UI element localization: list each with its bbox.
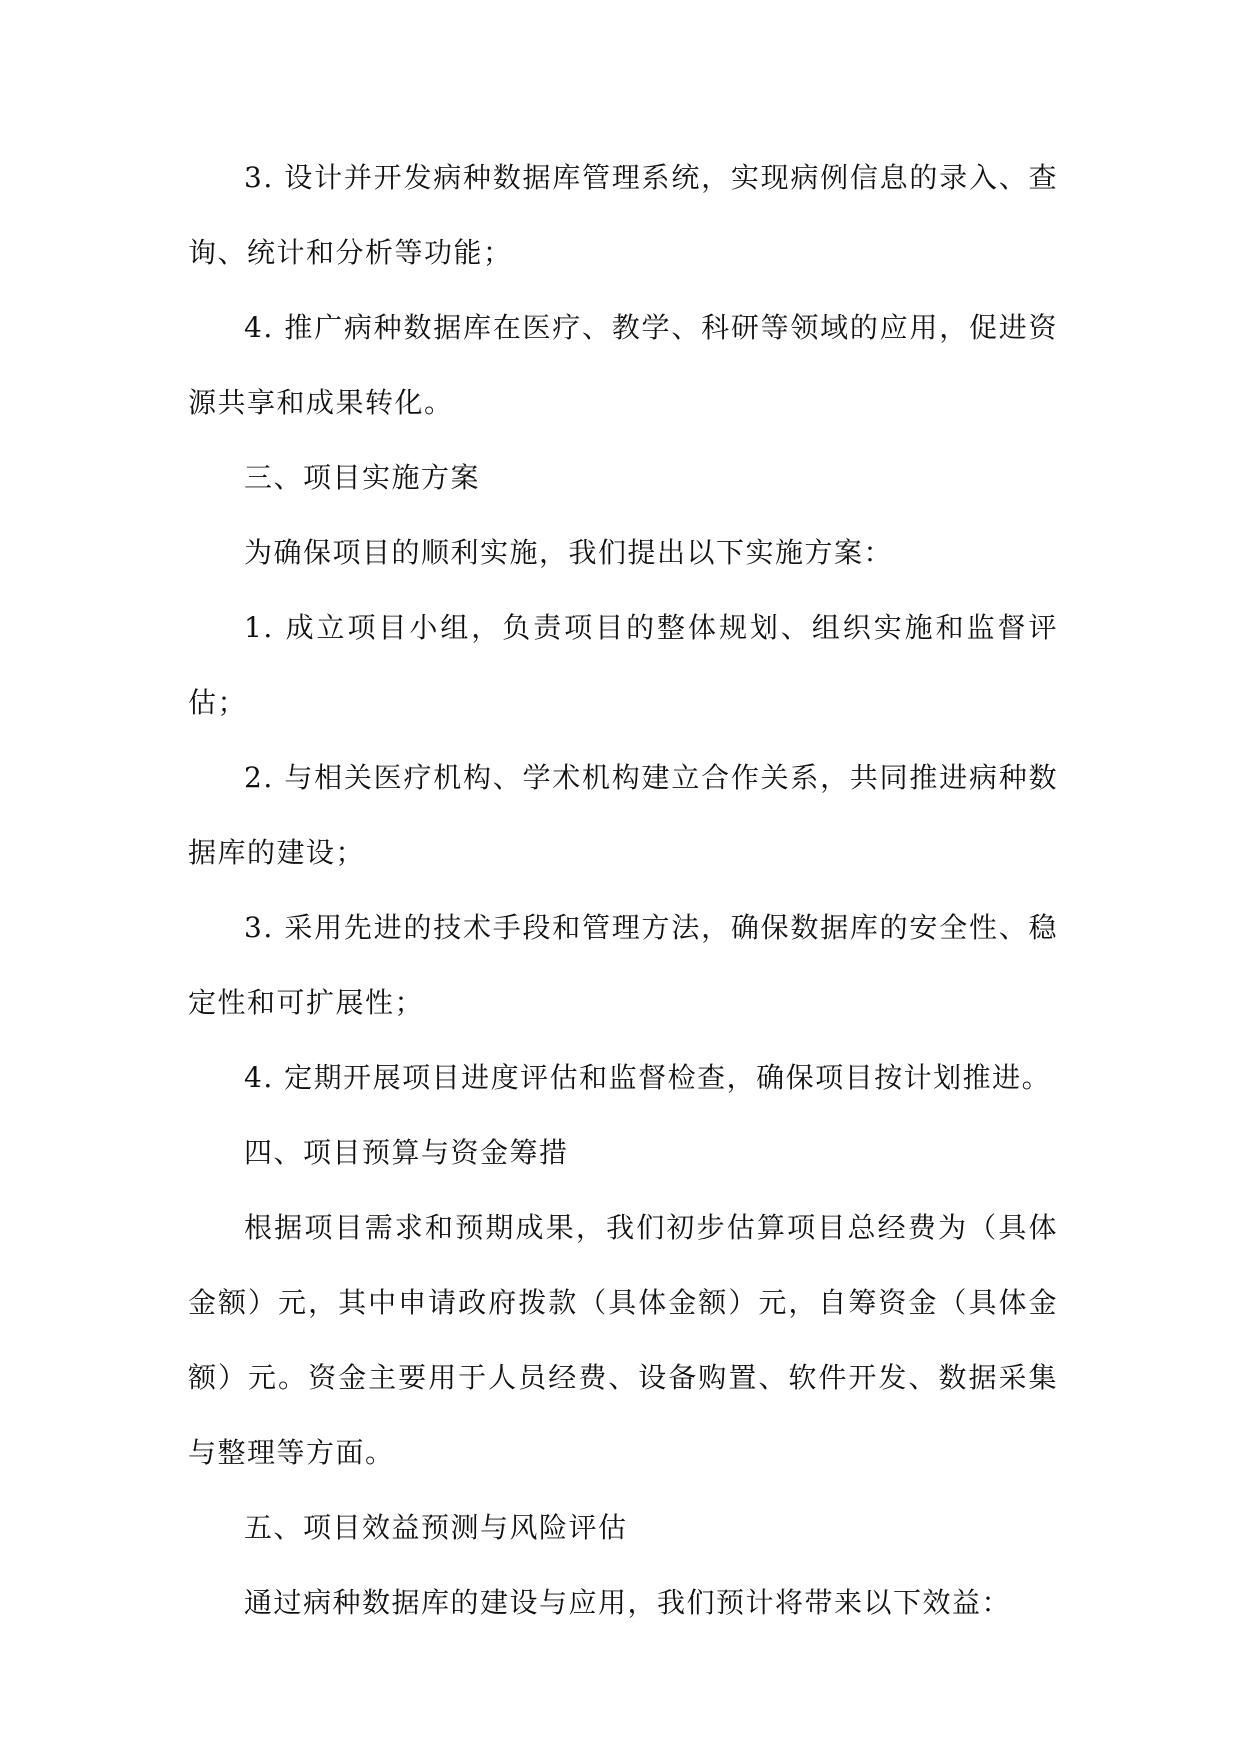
document-body bbox=[188, 140, 1058, 1640]
implementation-item-1: 1. 成立项目小组，负责项目的整体规划、组织实施和监督评估； bbox=[188, 611, 1058, 719]
implementation-item-2: 2. 与相关医疗机构、学术机构建立合作关系，共同推进病种数据库的建设； bbox=[188, 761, 1058, 869]
budget-paragraph: 根据项目需求和预期成果，我们初步估算项目总经费为（具体金额）元，其中申请政府拨款（具体金额）元，自筹资金（具体金额）元。资金主要用于人员经费、设备购置、软件开发、数据采集与整理等方面。 bbox=[188, 1211, 1058, 1469]
implementation-intro: 为确保项目的顺利实施，我们提出以下实施方案： bbox=[244, 536, 894, 569]
section-heading-budget: 四、项目预算与资金筹措 bbox=[244, 1136, 569, 1169]
implementation-item-4: 4. 定期开展项目进度评估和监督检查，确保项目按计划推进。 bbox=[244, 1061, 1052, 1094]
section-heading-benefits-risks: 五、项目效益预测与风险评估 bbox=[244, 1511, 628, 1544]
section-heading-implementation: 三、项目实施方案 bbox=[244, 461, 481, 494]
benefits-intro: 通过病种数据库的建设与应用，我们预计将带来以下效益： bbox=[244, 1586, 1012, 1619]
goal-item-4: 4. 推广病种数据库在医疗、教学、科研等领域的应用，促进资源共享和成果转化。 bbox=[188, 311, 1058, 419]
implementation-item-3: 3. 采用先进的技术手段和管理方法，确保数据库的安全性、稳定性和可扩展性； bbox=[188, 911, 1058, 1019]
goal-item-3: 3. 设计并开发病种数据库管理系统，实现病例信息的录入、查询、统计和分析等功能； bbox=[188, 161, 1058, 269]
